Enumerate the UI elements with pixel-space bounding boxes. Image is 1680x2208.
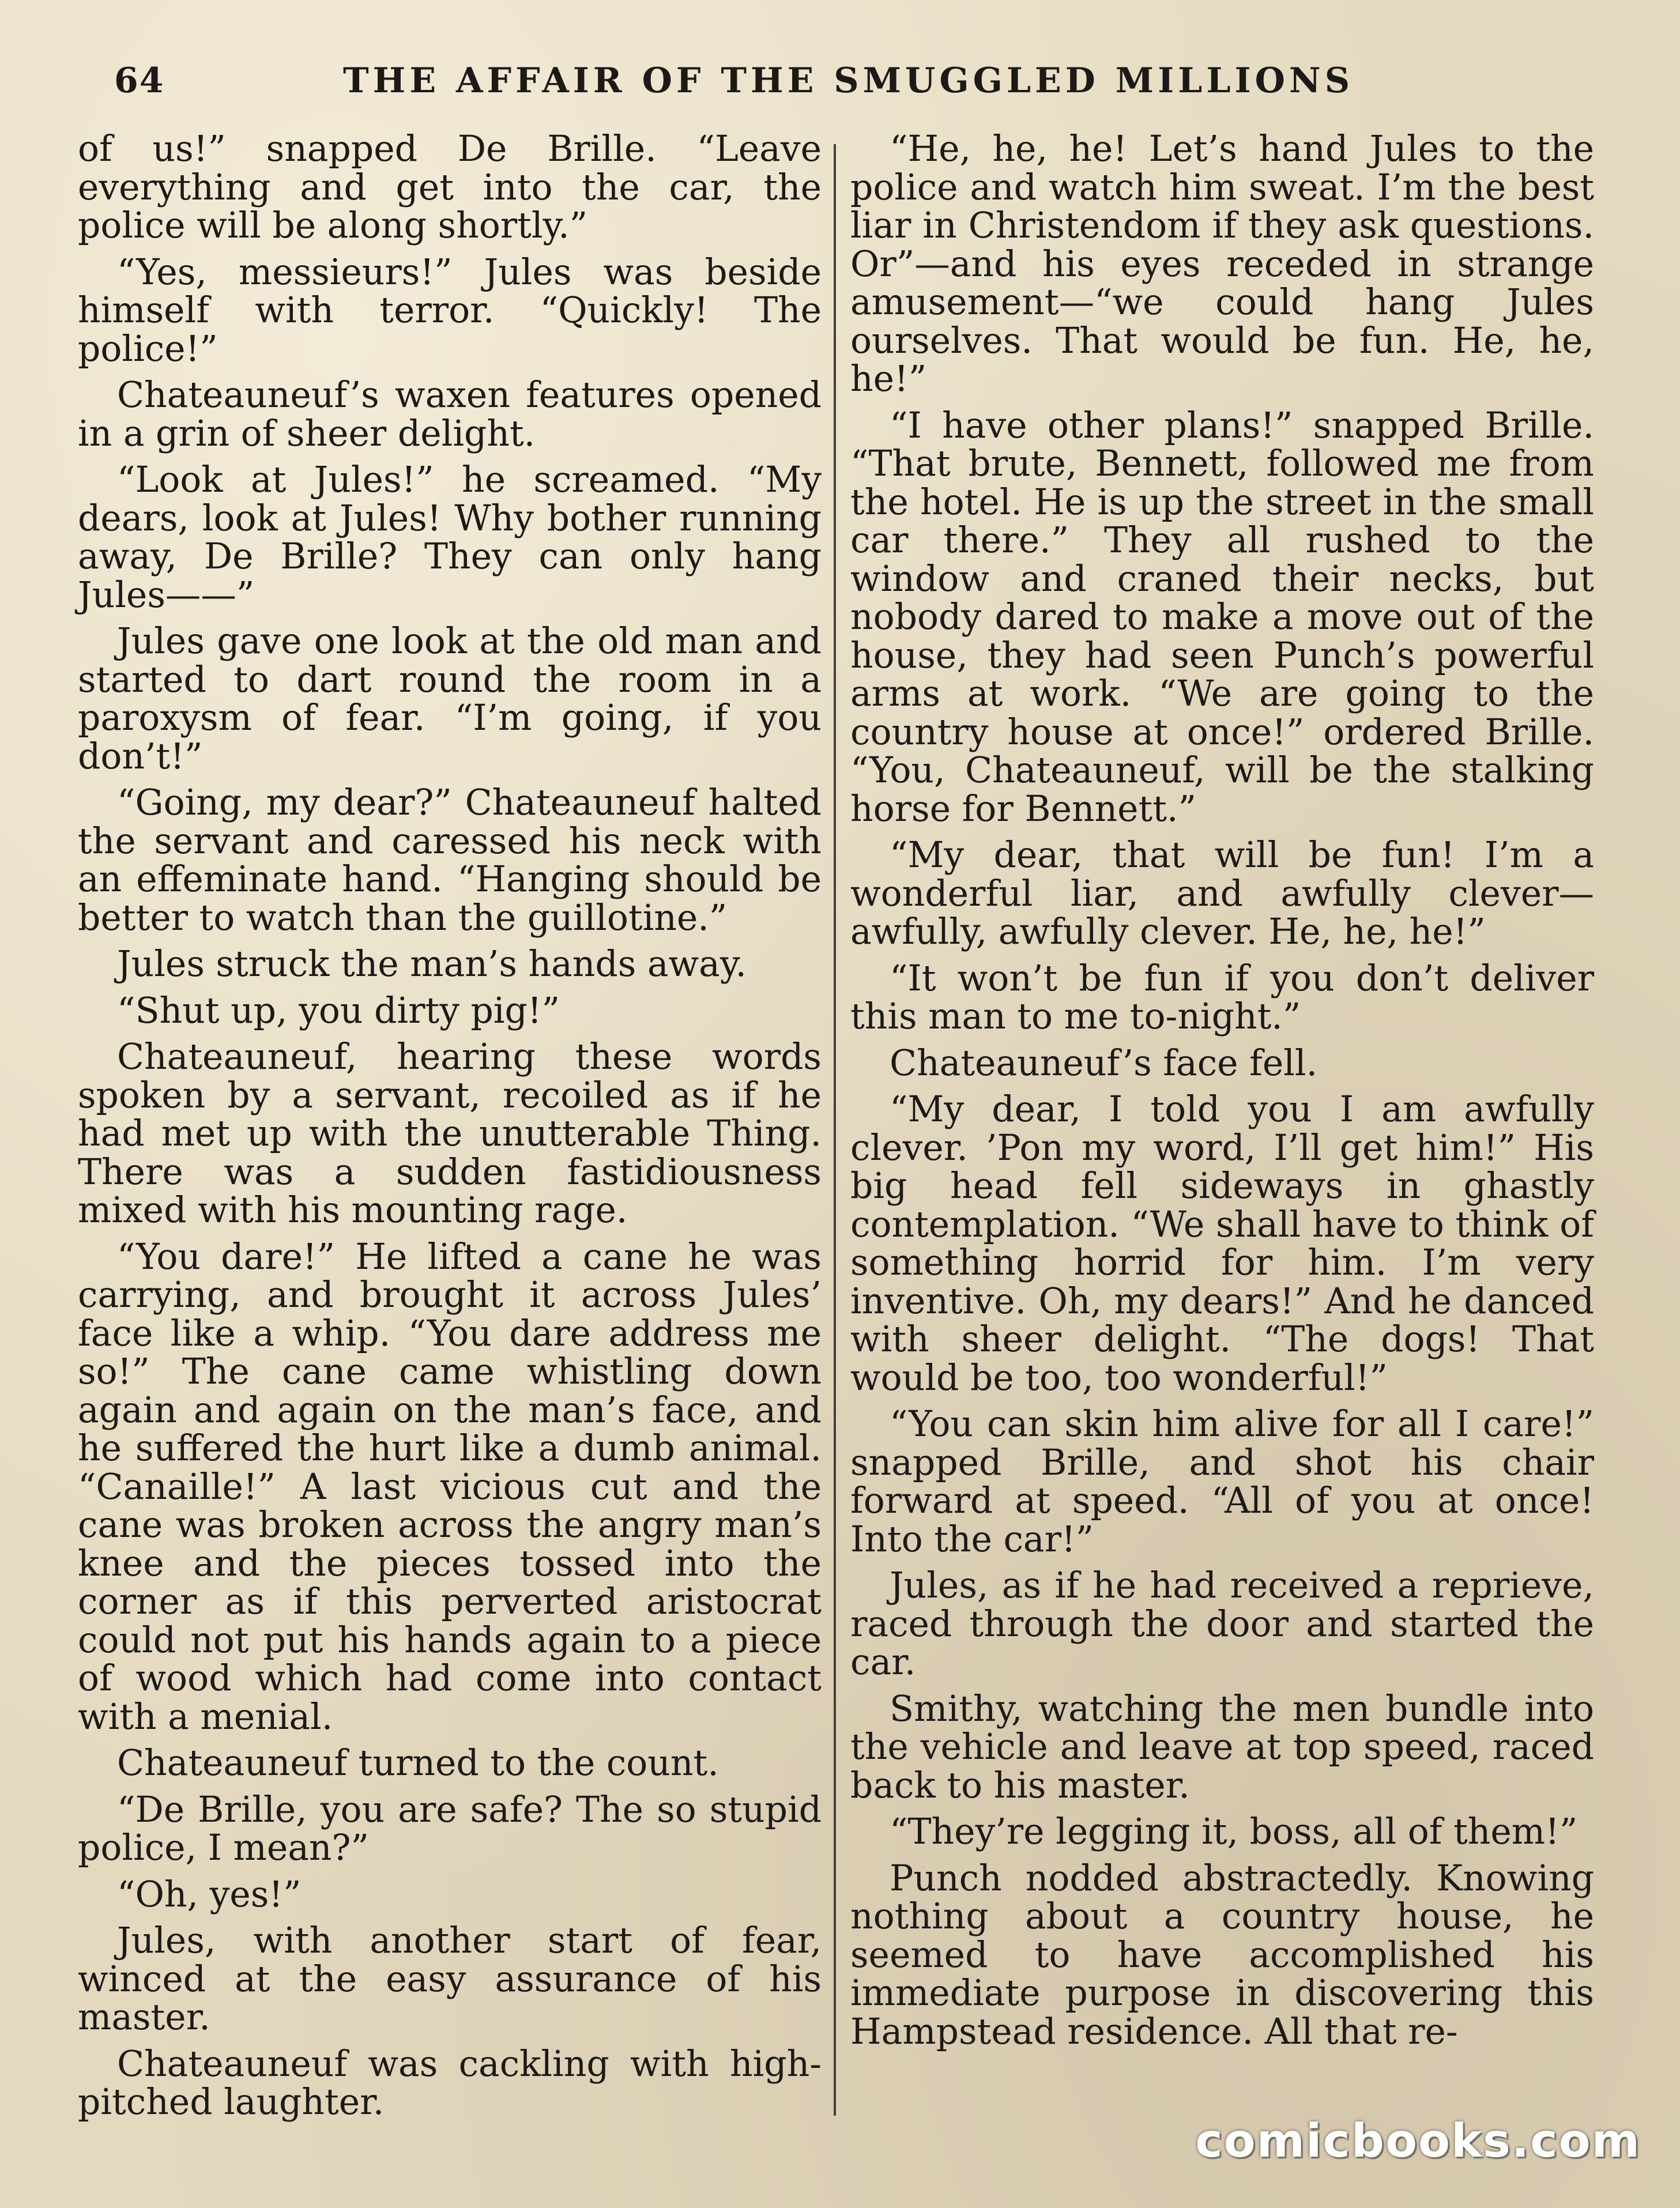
paragraph: Chateauneuf’s waxen features opened in a grin of sheer delight. <box>78 374 822 454</box>
paragraph: of us!” snapped De Brille. “Leave everything and get into the car, the police will be along shortly.” <box>78 128 822 246</box>
paragraph: “Going, my dear?” Chateauneuf halted the servant and caressed his neck with an effeminate hand. “Hanging should be better to watch than the guillotine.” <box>78 782 822 939</box>
running-title: THE AFFAIR OF THE SMUGGLED MILLIONS <box>343 61 1354 101</box>
paragraph: “It won’t be fun if you don’t deliver this man to me to-night.” <box>850 957 1594 1037</box>
watermark: comicbooks.com <box>1195 2114 1641 2168</box>
paragraph: Chateauneuf turned to the count. <box>117 1742 719 1784</box>
right-column <box>850 130 1594 2059</box>
paragraph: “Look at Jules!” he screamed. “My dears, look at Jules! Why bother running away, De Brille? They can only hang Jules——” <box>78 459 822 616</box>
paragraph: “Yes, messieurs!” Jules was beside himself with terror. “Quickly! The police!” <box>78 251 822 370</box>
page-number: 64 <box>114 61 165 101</box>
paragraph: “De Brille, you are safe? The so stupid police, I mean?” <box>78 1788 822 1868</box>
paragraph: Jules, as if he had received a reprieve, raced through the door and started the car. <box>850 1565 1594 1683</box>
paragraph: “He, he, he! Let’s hand Jules to the police and watch him sweat. I’m the best liar in Christendom if they ask questions. Or”—and his eyes receded in strange amusement—“we could hang Jules ourselves. That would be fun. He, he, he!” <box>850 128 1594 400</box>
page-header <box>0 61 1680 112</box>
paragraph: Jules gave one look at the old man and started to dart round the room in a paroxysm of fear. “I’m going, if you don’t!” <box>78 620 822 777</box>
paragraph: Smithy, watching the men bundle into the vehicle and leave at top speed, raced back to his master. <box>850 1687 1594 1806</box>
paragraph: “My dear, that will be fun! I’m a wonderful liar, and awfully clever—awfully, awfully clever. He, he, he!” <box>850 834 1594 952</box>
paragraph: “I have other plans!” snapped Brille. “That brute, Bennett, followed me from the hotel. He is up the street in the small car there.” They all rushed to the window and craned their necks, but nobody dared to make a move out of the house, they had seen Punch’s powerful arms at work. “We are going to the country house at once!” ordered Brille. “You, Chateauneuf, will be the stalking horse for Bennett.” <box>850 404 1594 830</box>
paragraph: Jules struck the man’s hands away. <box>117 943 747 985</box>
paragraph: Punch nodded abstractedly. Knowing nothing about a country house, he seemed to have accomplished his immediate purpose in discovering this Hampstead residence. All that re- <box>850 1857 1594 2052</box>
column-divider <box>834 144 836 2116</box>
paragraph: “You dare!” He lifted a cane he was carrying, and brought it across Jules’ face like a whip. “You dare address me so!” The cane came whistling down again and again on the man’s face, and he suffered the hurt like a dumb animal. “Canaille!” A last vicious cut and the cane was broken across the angry man’s knee and the pieces tossed into the corner as if this perverted aristocrat could not put his hands again to a piece of wood which had come into contact with a menial. <box>78 1235 822 1738</box>
paragraph: “You can skin him alive for all I care!” snapped Brille, and shot his chair forward at speed. “All of you at once! Into the car!” <box>850 1403 1594 1560</box>
paragraph: Chateauneuf was cackling with high-pitched laughter. <box>78 2043 822 2123</box>
paragraph: Chateauneuf’s face fell. <box>890 1042 1318 1084</box>
left-column <box>78 130 822 2130</box>
paragraph: “My dear, I told you I am awfully clever. ’Pon my word, I’ll get him!” His big head fell sideways in ghastly contemplation. “We shall have to think of something horrid for him. I’m very inventive. Oh, my dears!” And he danced with sheer delight. “The dogs! That would be too, too wonderful!” <box>850 1088 1594 1399</box>
paragraph: “Oh, yes!” <box>117 1873 302 1915</box>
paragraph: “They’re legging it, boss, all of them!” <box>890 1811 1578 1852</box>
paragraph: “Shut up, you dirty pig!” <box>117 989 560 1031</box>
paragraph: Jules, with another start of fear, winced at the easy assurance of his master. <box>78 1920 822 2038</box>
paragraph: Chateauneuf, hearing these words spoken by a servant, recoiled as if he had met up with the unutterable Thing. There was a sudden fastidiousness mixed with his mounting rage. <box>78 1036 822 1231</box>
